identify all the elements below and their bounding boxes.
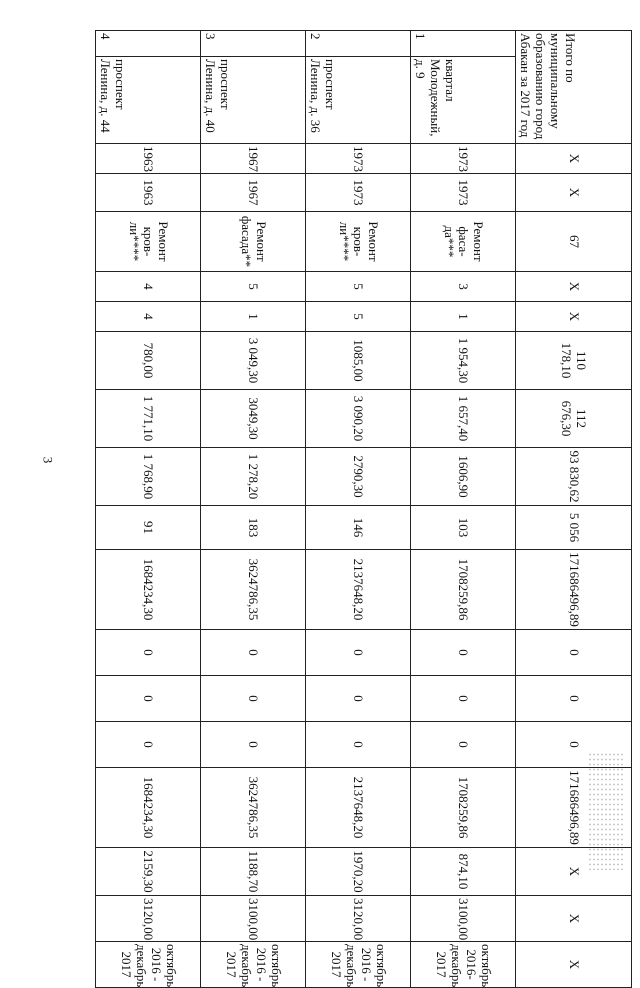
table-row xyxy=(411,31,516,988)
data-cell: октябрь 2016 - декабрь 2017 xyxy=(306,942,411,988)
rotated-table-container xyxy=(95,30,632,988)
data-cell: 4 xyxy=(96,272,201,302)
row-number: 3 xyxy=(201,31,306,57)
data-cell: 146 xyxy=(306,506,411,550)
data-cell: 5 xyxy=(306,272,411,302)
scan-stamp-artifact xyxy=(588,752,624,870)
data-cell: 1 xyxy=(411,302,516,332)
data-cell: октябрь 2016 - декабрь 2017 xyxy=(96,942,201,988)
table-row xyxy=(306,31,411,988)
row-number: 2 xyxy=(306,31,411,57)
table-wrapper xyxy=(95,30,632,988)
summary-cell: Х xyxy=(516,848,632,896)
data-cell: Ремонт кров-ли**** xyxy=(96,212,201,272)
summary-cell: Х xyxy=(516,272,632,302)
data-cell: 2159,30 xyxy=(96,848,201,896)
data-cell: 3049,30 xyxy=(201,390,306,448)
data-cell: октябрь 2016 - декабрь 2017 xyxy=(201,942,306,988)
data-cell: 3120,00 xyxy=(96,896,201,942)
data-cell: 1973 xyxy=(306,144,411,174)
data-cell: 0 xyxy=(306,722,411,768)
data-cell: 5 xyxy=(306,302,411,332)
data-cell: Ремонт фасада** xyxy=(201,212,306,272)
data-cell: 3624786,35 xyxy=(201,550,306,630)
data-cell: 0 xyxy=(201,676,306,722)
summary-cell: Х xyxy=(516,174,632,212)
data-cell: 2790,30 xyxy=(306,448,411,506)
address-cell: квартал Молодежный, д. 9 xyxy=(411,57,516,144)
data-cell: 1708259,86 xyxy=(411,768,516,848)
repair-program-table xyxy=(95,30,632,988)
data-cell: 3 090,20 xyxy=(306,390,411,448)
data-cell: 1963 xyxy=(96,144,201,174)
table-body xyxy=(96,31,632,988)
summary-cell: 110 178,10 xyxy=(516,332,632,390)
data-cell: 1085,00 xyxy=(306,332,411,390)
address-cell: проспект Ленина, д. 40 xyxy=(201,57,306,144)
data-cell: 91 xyxy=(96,506,201,550)
address-cell: проспект Ленина, д. 36 xyxy=(306,57,411,144)
data-cell: 1 657,40 xyxy=(411,390,516,448)
page-number: 3 xyxy=(40,456,56,464)
summary-cell: Х xyxy=(516,302,632,332)
data-cell: 0 xyxy=(201,630,306,676)
row-number: 4 xyxy=(96,31,201,57)
row-number: 1 xyxy=(411,31,516,57)
data-cell: 3624786,35 xyxy=(201,768,306,848)
data-cell: 3100,00 xyxy=(201,896,306,942)
data-cell: 0 xyxy=(411,630,516,676)
data-cell: 1 xyxy=(201,302,306,332)
summary-cell: 0 xyxy=(516,722,632,768)
data-cell: 1 771,10 xyxy=(96,390,201,448)
summary-cell: 0 xyxy=(516,630,632,676)
summary-label: Итого по муниципальному образованию город Абакан за 2017 год xyxy=(516,31,632,144)
data-cell: 103 xyxy=(411,506,516,550)
data-cell: 3 049,30 xyxy=(201,332,306,390)
data-cell: 1973 xyxy=(411,174,516,212)
summary-cell: Х xyxy=(516,942,632,988)
address-cell: проспект Ленина, д. 44 xyxy=(96,57,201,144)
data-cell: 780,00 xyxy=(96,332,201,390)
summary-cell: 171686496,89 xyxy=(516,550,632,630)
data-cell: 3 xyxy=(411,272,516,302)
summary-cell: 5 056 xyxy=(516,506,632,550)
data-cell: 5 xyxy=(201,272,306,302)
table-row xyxy=(201,31,306,988)
data-cell: 1606,90 xyxy=(411,448,516,506)
data-cell: 1684234,30 xyxy=(96,550,201,630)
data-cell: 1188,70 xyxy=(201,848,306,896)
data-cell: 1708259,86 xyxy=(411,550,516,630)
summary-cell: Х xyxy=(516,896,632,942)
summary-cell: 67 xyxy=(516,212,632,272)
data-cell: 1973 xyxy=(411,144,516,174)
data-cell: Ремонт фаса-да*** xyxy=(411,212,516,272)
summary-cell: 112 676,30 xyxy=(516,390,632,448)
data-cell: 0 xyxy=(96,722,201,768)
data-cell: 2137648,20 xyxy=(306,550,411,630)
data-cell: 1 768,90 xyxy=(96,448,201,506)
data-cell: 0 xyxy=(201,722,306,768)
data-cell: 3120,00 xyxy=(306,896,411,942)
data-cell: 1967 xyxy=(201,144,306,174)
data-cell: Ремонт кров-ли**** xyxy=(306,212,411,272)
data-cell: 183 xyxy=(201,506,306,550)
summary-cell: 171686496,89 xyxy=(516,768,632,848)
data-cell: 1967 xyxy=(201,174,306,212)
data-cell: 0 xyxy=(411,722,516,768)
data-cell: 4 xyxy=(96,302,201,332)
data-cell: 3100,00 xyxy=(411,896,516,942)
data-cell: 1963 xyxy=(96,174,201,212)
data-cell: 1970,20 xyxy=(306,848,411,896)
data-cell: октябрь 2016- декабрь 2017 xyxy=(411,942,516,988)
data-cell: 0 xyxy=(96,630,201,676)
data-cell: 874,10 xyxy=(411,848,516,896)
summary-cell: Х xyxy=(516,144,632,174)
data-cell: 0 xyxy=(411,676,516,722)
data-cell: 0 xyxy=(306,630,411,676)
summary-cell: 0 xyxy=(516,676,632,722)
data-cell: 1 278,20 xyxy=(201,448,306,506)
data-cell: 1 954,30 xyxy=(411,332,516,390)
table-row xyxy=(96,31,201,988)
summary-cell: 93 830,62 xyxy=(516,448,632,506)
data-cell: 1684234,30 xyxy=(96,768,201,848)
data-cell: 0 xyxy=(306,676,411,722)
data-cell: 2137648,20 xyxy=(306,768,411,848)
data-cell: 1973 xyxy=(306,174,411,212)
data-cell: 0 xyxy=(96,676,201,722)
